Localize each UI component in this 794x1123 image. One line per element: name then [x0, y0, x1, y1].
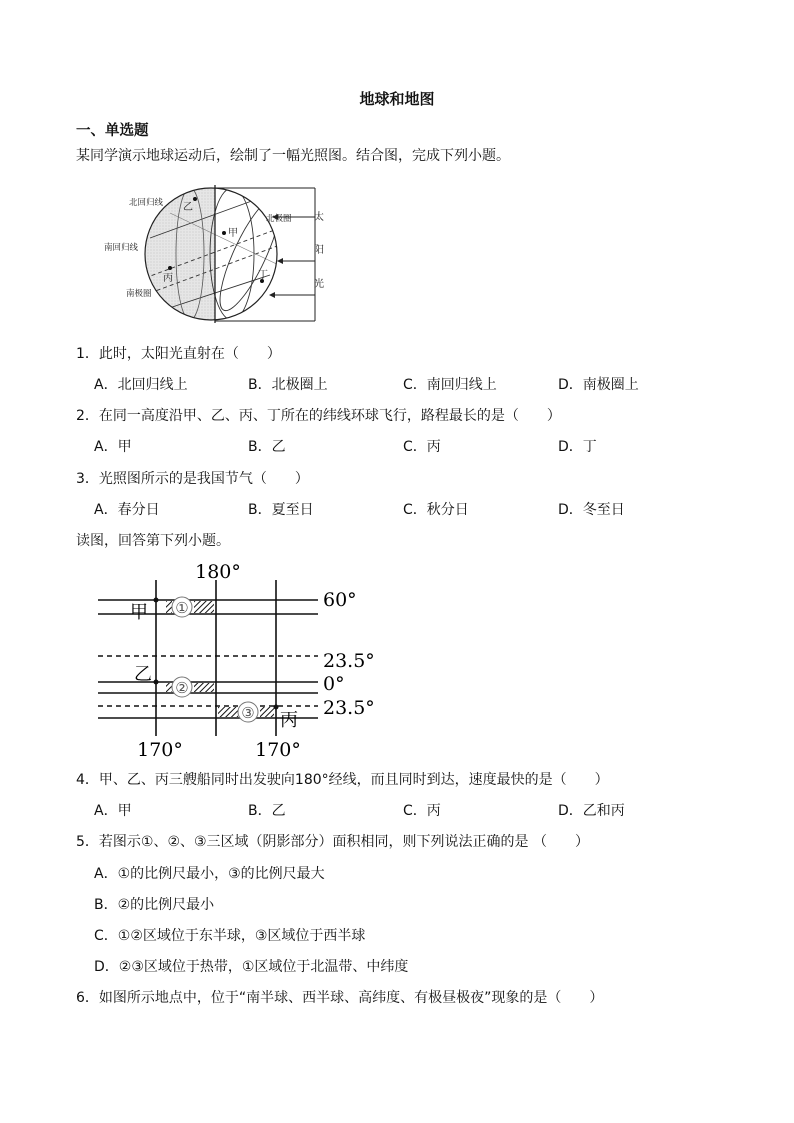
q3-option-b: B．夏至日 [248, 502, 314, 518]
lat-label-equator: 0° [323, 673, 345, 695]
q2-option-b: B．乙 [248, 439, 286, 455]
q3-option-a: A．春分日 [94, 502, 160, 518]
region-1-number: ① [175, 599, 189, 617]
lon-label-bottom-left: 170° [137, 739, 183, 761]
q4-option-d: D．乙和丙 [558, 803, 625, 819]
question-6: 6．如图所示地点中，位于“南半球、西半球、高纬度、有极昼极夜”现象的是（ ） [76, 990, 604, 1006]
intro-text-2: 读图，回答第下列小题。 [76, 533, 230, 549]
q3-option-c: C．秋分日 [403, 502, 469, 518]
lon-label-bottom-right: 170° [255, 739, 301, 761]
q2-option-c: C．丙 [403, 439, 441, 455]
question-5: 5．若图示①、②、③三区域（阴影部分）面积相同，则下列说法正确的是 （ ） [76, 834, 590, 850]
point-label-yi: 乙 [134, 664, 152, 685]
label-sun-1: 太 [314, 212, 324, 223]
q4-option-a: A．甲 [94, 803, 132, 819]
label-sun-3: 光 [314, 279, 324, 290]
q5-option-c: C．①②区域位于东半球，③区域位于西半球 [94, 928, 366, 944]
region-3-number: ③ [241, 704, 255, 722]
region-2-number: ② [175, 679, 189, 697]
label-south-polar: 南极圈 [126, 289, 152, 299]
label-yi: 乙 [183, 202, 193, 213]
point-label-bing: 丙 [280, 710, 298, 731]
section-heading: 一、单选题 [76, 123, 149, 139]
point-label-jia: 甲 [130, 602, 148, 623]
illumination-globe-figure [104, 183, 340, 328]
q2-option-a: A．甲 [94, 439, 132, 455]
intro-text-1: 某同学演示地球运动后，绘制了一幅光照图。结合图，完成下列小题。 [76, 148, 510, 164]
label-ding: 丁 [258, 270, 268, 281]
label-north-tropic: 北回归线 [129, 198, 164, 208]
lat-label-23-5-south: 23.5° [323, 697, 375, 719]
page-title: 地球和地图 [359, 90, 435, 108]
q1-option-d: D．南极圈上 [558, 377, 639, 393]
question-2: 2．在同一高度沿甲、乙、丙、丁所在的纬线环球飞行，路程最长的是（ ） [76, 408, 561, 424]
q3-option-d: D．冬至日 [558, 502, 625, 518]
latlon-grid-figure [90, 558, 390, 763]
lon-label-top: 180° [195, 561, 241, 583]
q1-option-c: C．南回归线上 [403, 377, 497, 393]
label-sun-2: 阳 [314, 245, 324, 256]
q5-option-b: B．②的比例尺最小 [94, 897, 215, 913]
label-jia: 甲 [228, 228, 238, 239]
q5-option-d: D．②③区域位于热带，①区域位于北温带、中纬度 [94, 959, 409, 975]
label-bing: 丙 [163, 273, 173, 284]
question-3: 3．光照图所示的是我国节气（ ） [76, 471, 309, 487]
label-south-tropic: 南回归线 [104, 243, 139, 253]
question-1: 1．此时，太阳光直射在（ ） [76, 346, 281, 362]
lat-label-23-5-north: 23.5° [323, 650, 375, 672]
lat-label-60: 60° [323, 589, 357, 611]
q4-option-b: B．乙 [248, 803, 286, 819]
question-4: 4．甲、乙、丙三艘船同时出发驶向180°经线，而且同时到达，速度最快的是（ ） [76, 772, 609, 788]
q1-option-a: A．北回归线上 [94, 377, 188, 393]
q2-option-d: D．丁 [558, 439, 597, 455]
q5-option-a: A．①的比例尺最小，③的比例尺最大 [94, 866, 325, 882]
q4-option-c: C．丙 [403, 803, 441, 819]
q1-option-b: B．北极圈上 [248, 377, 328, 393]
label-north-polar: 北极圈 [266, 214, 292, 224]
